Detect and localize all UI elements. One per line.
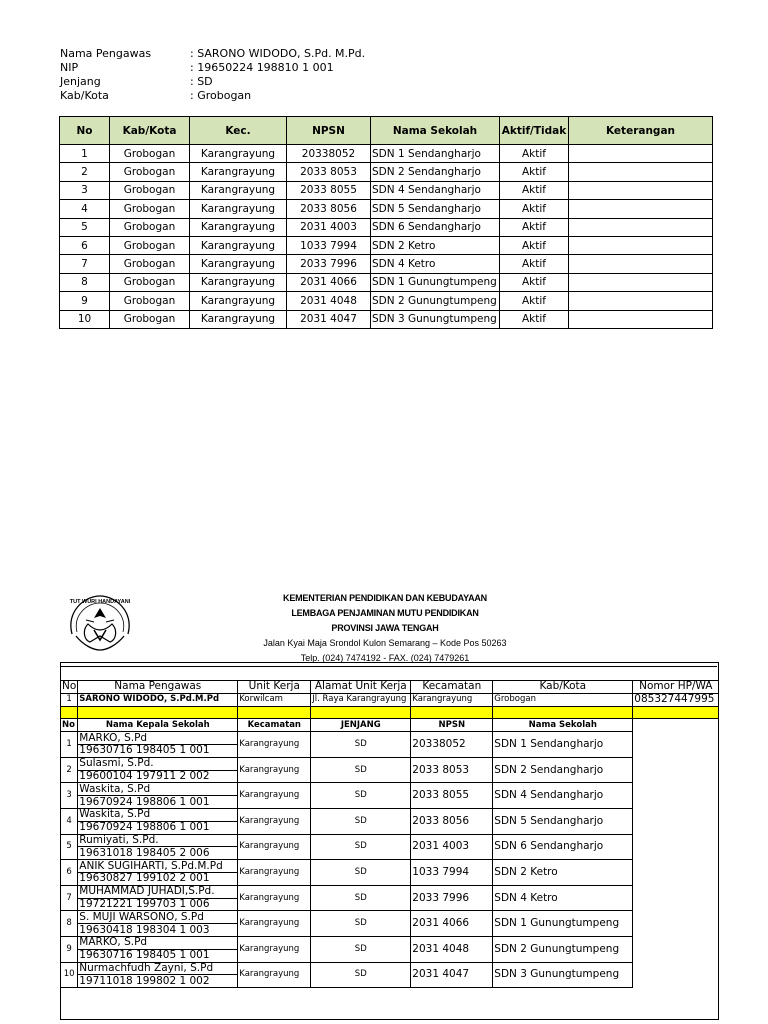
school-row [61,911,719,924]
school-row [61,834,719,847]
cell: 1 [61,732,78,758]
cell: 085327447995 [633,693,719,706]
letterhead-line2: LEMBAGA PENJAMINAN MUTU PENDIDIKAN [291,608,479,618]
cell: Grobogan [110,236,190,254]
cell [633,757,719,783]
cell: Grobogan [110,218,190,236]
cell: 5 [60,218,110,236]
cell [569,236,713,254]
cell: 6 [60,236,110,254]
cell: 2031 4003 [411,834,493,860]
cell: SDN 2 Ketro [493,860,633,886]
cell: Waskita, S.Pd [78,783,238,796]
principal-table [60,680,719,988]
info-value: : Grobogan [190,89,252,102]
cell: 6 [61,860,78,886]
cell: ANIK SUGIHARTI, S.Pd.M.Pd [78,860,238,873]
cell: 1033 7994 [411,860,493,886]
cell: SDN 2 Sendangharjo [371,163,500,181]
cell: SDN 4 Ketro [371,255,500,273]
cell: 5 [61,834,78,860]
cell [633,834,719,860]
cell: SD [311,911,411,937]
cell: SD [311,783,411,809]
cell: 19630418 198304 1 003 [78,924,238,937]
cell: Karangrayung [190,273,287,291]
cell [633,911,719,937]
table-row [60,236,713,254]
cell [633,808,719,834]
info-value: : SARONO WIDODO, S.Pd. M.Pd. [190,47,366,60]
column-header: Nama Sekolah [371,117,500,145]
cell: 8 [60,273,110,291]
cell: Karangrayung [190,292,287,310]
cell: Karangrayung [190,255,287,273]
cell: 1 [60,145,110,163]
cell: Karangrayung [190,236,287,254]
cell: Aktif [500,181,569,199]
cell: 1 [61,693,78,706]
cell: Aktif [500,273,569,291]
cell: 2033 8056 [411,808,493,834]
logo-text: TUT WURI HANDAYANI [69,599,131,605]
cell: 2033 8055 [287,181,371,199]
cell: 9 [60,292,110,310]
column-header: Kab/Kota [493,681,633,694]
cell: 2 [61,757,78,783]
cell: 2033 7996 [287,255,371,273]
supervisor-row [61,693,719,706]
cell: Karangrayung [190,200,287,218]
cell: 2033 8053 [411,757,493,783]
cell: 19711018 199802 1 002 [78,975,238,988]
cell: 19670924 198806 1 001 [78,796,238,809]
cell: SDN 1 Sendangharjo [493,732,633,758]
cell: MARKO, S.Pd [78,936,238,949]
cell: 19630716 198405 1 001 [78,744,238,757]
cell: MUHAMMAD JUHADI,S.Pd. [78,885,238,898]
cell: SDN 1 Sendangharjo [371,145,500,163]
cell: SDN 1 Gunungtumpeng [371,273,500,291]
letterhead-address: Jalan Kyai Maja Srondol Kulon Semarang – Kode Pos 50263 [263,638,507,648]
cell: Waskita, S.Pd [78,808,238,821]
school-row [61,936,719,949]
cell: 2033 8055 [411,783,493,809]
cell [569,273,713,291]
cell: Karangrayung [238,911,311,937]
column-header: Keterangan [569,117,713,145]
cell: Karangrayung [238,732,311,758]
cell: Karangrayung [238,783,311,809]
column-header: No [62,680,77,693]
table-row [60,255,713,273]
cell: SD [311,834,411,860]
cell [569,145,713,163]
cell: Rumiyati, S.Pd. [78,834,238,847]
cell: 2033 7996 [411,885,493,911]
info-label: Nama Pengawas [60,47,152,60]
supervisor-info [60,47,365,103]
cell: SD [311,808,411,834]
cell: SDN 1 Gunungtumpeng [493,911,633,937]
cell: SDN 5 Sendangharjo [493,808,633,834]
cell [633,936,719,962]
cell: Karangrayung [190,218,287,236]
column-header: Alamat Unit Kerja [311,681,411,694]
school-row [61,962,719,975]
school-row [61,860,719,873]
divider [60,666,717,667]
cell: Grobogan [110,310,190,328]
cell: Grobogan [110,255,190,273]
highlight-row [61,706,719,719]
column-header: NPSN [411,719,493,732]
cell: 19631018 198405 2 006 [78,847,238,860]
info-row [60,75,365,89]
cell: Karangrayung [238,962,311,988]
cell: Aktif [500,200,569,218]
school-row [61,808,719,821]
cell: SDN 2 Gunungtumpeng [371,292,500,310]
cell [569,181,713,199]
column-header: NPSN [287,117,371,145]
cell: SDN 2 Sendangharjo [493,757,633,783]
cell: Aktif [500,163,569,181]
cell: Grobogan [110,292,190,310]
cell [569,310,713,328]
tut-wuri-handayani-logo [64,594,136,654]
letterhead-phone: Telp. (024) 7474192 - FAX. (024) 7479261 [300,653,470,663]
letterhead-line3: PROVINSI JAWA TENGAH [331,623,439,633]
cell: 2031 4047 [287,310,371,328]
cell: 7 [60,255,110,273]
cell: Grobogan [110,181,190,199]
cell: 10 [61,962,78,988]
column-header: Unit Kerja [238,681,311,694]
cell: 8 [61,911,78,937]
info-row [60,61,365,75]
info-row [60,89,365,103]
cell: S. MUJI WARSONO, S.Pd [78,911,238,924]
cell: Korwilcam [238,693,311,706]
cell: 4 [60,200,110,218]
cell: SDN 6 Sendangharjo [493,834,633,860]
cell: Karangrayung [238,885,311,911]
column-header: Kecamatan [238,719,311,732]
cell: Karangrayung [411,693,493,706]
table-row [60,218,713,236]
cell: 19721221 199703 1 006 [78,898,238,911]
column-header: Nama Sekolah [493,719,633,732]
cell: SD [311,860,411,886]
cell: 19630716 198405 1 001 [78,949,238,962]
cell: Aktif [500,310,569,328]
cell: Karangrayung [238,860,311,886]
cell: 2031 4048 [411,936,493,962]
column-header: Nomor HP/WA [633,681,719,694]
cell: 2031 4066 [287,273,371,291]
cell: Grobogan [110,163,190,181]
cell [569,163,713,181]
cell: SDN 4 Sendangharjo [493,783,633,809]
cell: 2033 8056 [287,200,371,218]
school-header-row [61,719,719,732]
cell: 3 [61,783,78,809]
cell: Nurmachfudh Zayni, S.Pd [78,962,238,975]
info-value: : 19650224 198810 1 001 [190,61,334,74]
column-header: No [60,117,110,145]
table-body [60,145,713,329]
cell: Aktif [500,255,569,273]
cell: 4 [61,808,78,834]
cell: Karangrayung [190,310,287,328]
cell [633,860,719,886]
cell: Sulasmi, S.Pd. [78,757,238,770]
cell [633,962,719,988]
school-status-table [59,116,713,329]
cell [569,255,713,273]
cell: Aktif [500,218,569,236]
cell: SDN 4 Sendangharjo [371,181,500,199]
cell: Aktif [500,145,569,163]
cell: Karangrayung [190,181,287,199]
cell: 20338052 [287,145,371,163]
cell: Grobogan [110,273,190,291]
cell: SD [311,885,411,911]
supervisor-header-row [61,681,719,694]
cell: MARKO, S.Pd [78,732,238,745]
cell: Grobogan [493,693,633,706]
info-row [60,47,365,61]
cell: SDN 3 Gunungtumpeng [493,962,633,988]
cell: 2031 4048 [287,292,371,310]
cell: 10 [60,310,110,328]
cell: Aktif [500,236,569,254]
cell: Karangrayung [238,808,311,834]
cell: SD [311,936,411,962]
cell [569,218,713,236]
cell: 3 [60,181,110,199]
cell [633,885,719,911]
column-header: Kab/Kota [110,117,190,145]
cell: 19670924 198806 1 001 [78,821,238,834]
cell [569,292,713,310]
table-row [60,145,713,163]
cell: 2031 4047 [411,962,493,988]
cell [633,732,719,758]
cell: SARONO WIDODO, S.Pd.M.Pd [78,693,238,706]
cell: SDN 2 Ketro [371,236,500,254]
letterhead [200,591,570,666]
column-header: No [61,719,78,732]
table-row [60,200,713,218]
school-row [61,757,719,770]
info-label: NIP [60,61,79,74]
cell: SD [311,962,411,988]
cell: SDN 5 Sendangharjo [371,200,500,218]
cell: 2031 4066 [411,911,493,937]
cell: 19600104 197911 2 002 [78,770,238,783]
column-header: Aktif/Tidak [500,117,569,145]
cell: SDN 4 Ketro [493,885,633,911]
cell: 2 [60,163,110,181]
table-row [60,163,713,181]
table-row [60,181,713,199]
table-row [60,273,713,291]
cell: Grobogan [110,145,190,163]
cell: 7 [61,885,78,911]
cell: 19630827 199102 2 001 [78,872,238,885]
column-header: Kec. [190,117,287,145]
cell: 1033 7994 [287,236,371,254]
cell: 2031 4003 [287,218,371,236]
cell: Grobogan [110,200,190,218]
cell: Aktif [500,292,569,310]
school-row [61,732,719,745]
cell: SD [311,757,411,783]
cell: Karangrayung [238,757,311,783]
cell: 9 [61,936,78,962]
cell: SDN 3 Gunungtumpeng [371,310,500,328]
letterhead-line1: KEMENTERIAN PENDIDIKAN DAN KEBUDAYAAN [283,593,487,603]
info-label: Jenjang [60,75,101,88]
school-row [61,783,719,796]
table-row [60,310,713,328]
column-header: Kecamatan [411,681,493,694]
table-body [61,681,719,988]
column-header: Nama Kepala Sekolah [78,719,238,732]
info-label: Kab/Kota [60,89,109,102]
cell: Karangrayung [238,834,311,860]
column-header: JENJANG [311,719,411,732]
cell: SDN 6 Sendangharjo [371,218,500,236]
cell: SD [311,732,411,758]
table-row [60,292,713,310]
column-header: Nama Pengawas [78,681,238,694]
cell: SDN 2 Gunungtumpeng [493,936,633,962]
cell: 20338052 [411,732,493,758]
cell: Jl. Raya Karangrayung [311,693,411,706]
info-value: : SD [190,75,213,88]
cell: Karangrayung [190,163,287,181]
cell [633,783,719,809]
school-row [61,885,719,898]
cell: Karangrayung [190,145,287,163]
cell: Karangrayung [238,936,311,962]
cell [569,200,713,218]
table-header-row [60,117,713,145]
cell: 2033 8053 [287,163,371,181]
